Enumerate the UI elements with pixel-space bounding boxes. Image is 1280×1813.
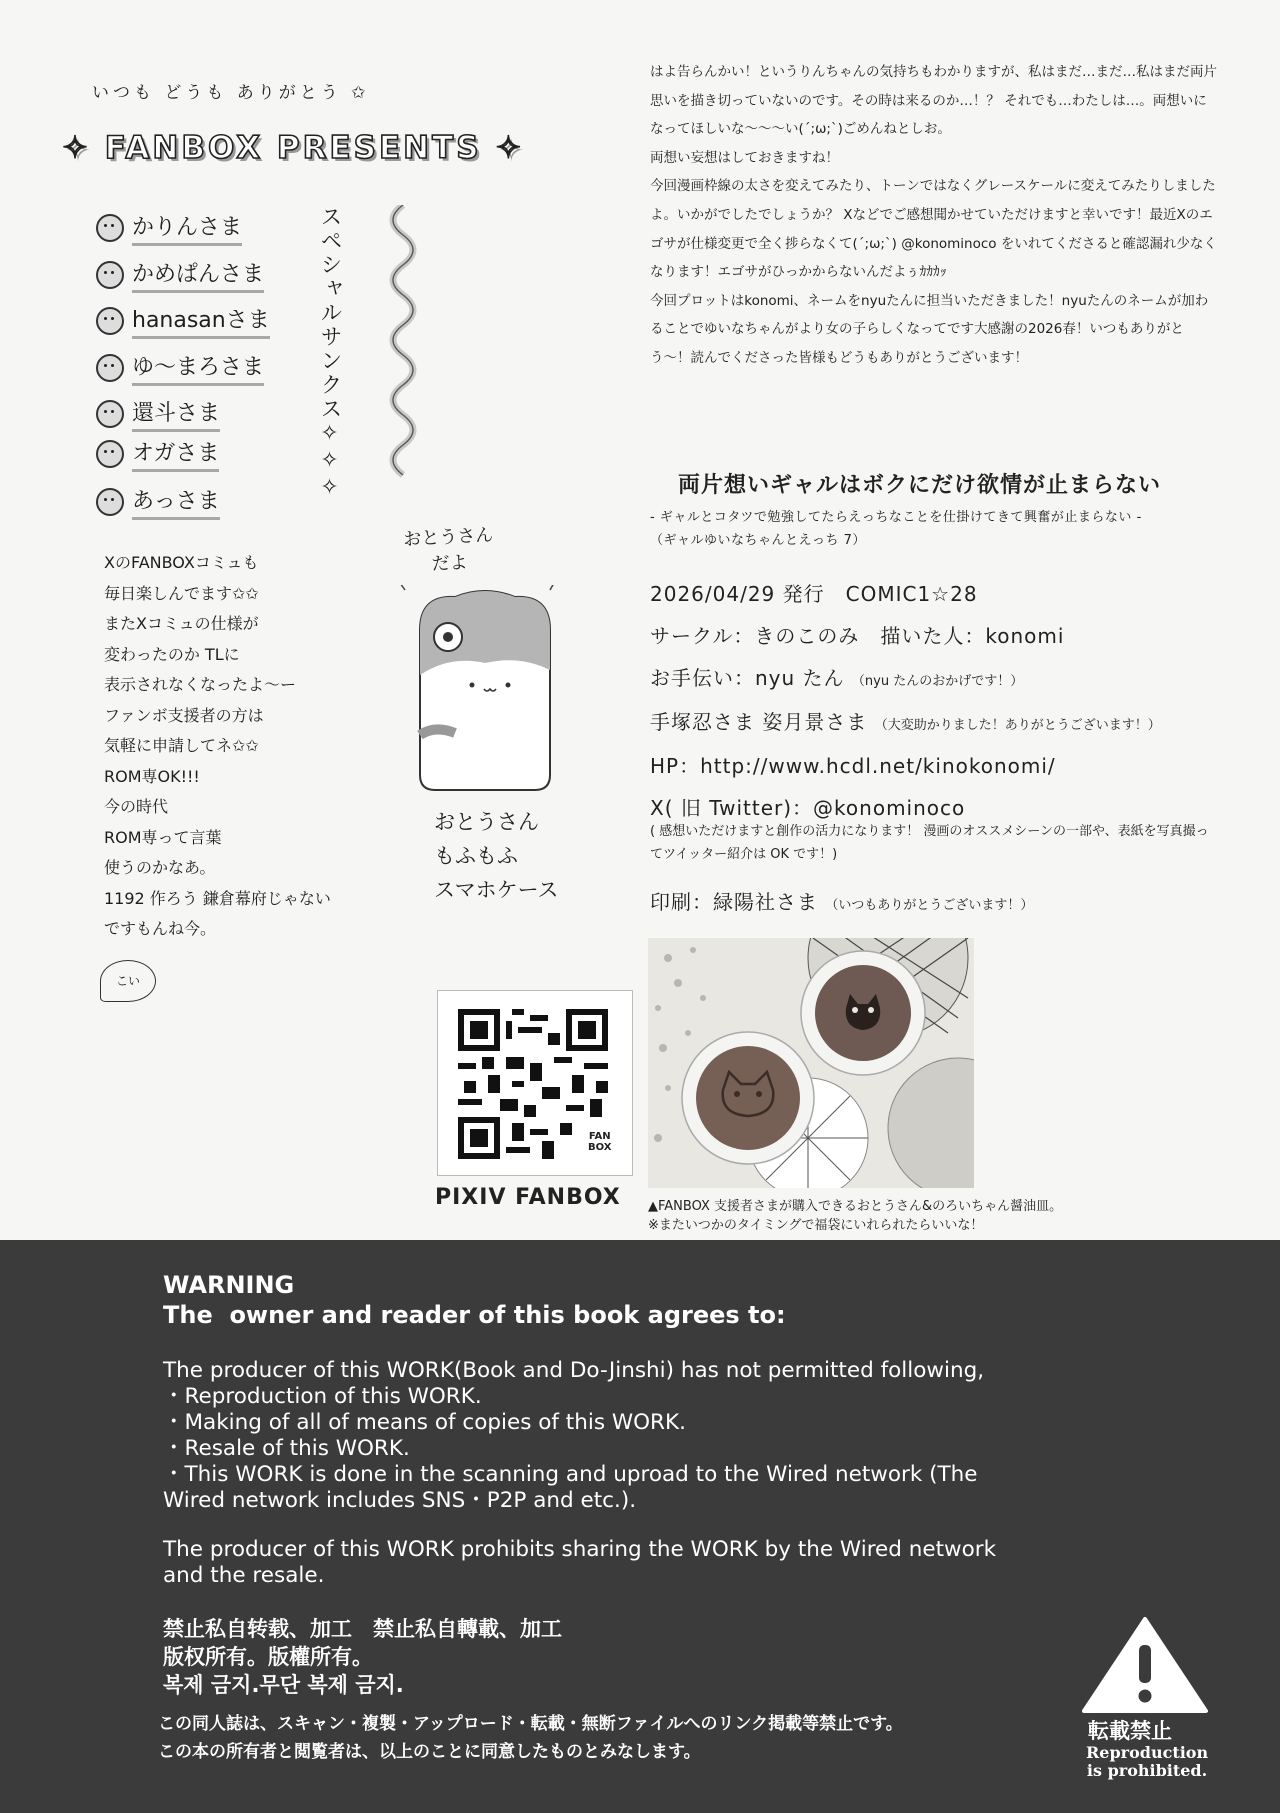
warning-body-2: The producer of this WORK prohibits sharing the WORK by the Wired network and the resale. xyxy=(163,1537,997,1588)
x-note: ( 感想いただけますと創作の活力になります！ 漫画のオススメシーンの一部や、表紙を写真撮ってツイッター紹介は OK です！) xyxy=(650,824,1209,862)
fanbox-presents-title: ✧ FANBOX PRESENTS ✧ xyxy=(62,130,525,166)
supporter-item: hanasanさま xyxy=(96,303,270,339)
release-info: 2026/04/29 発行 COMIC1☆28 xyxy=(650,582,978,606)
thanks-note: （大変助かりました！ありがとうございます！） xyxy=(874,718,1161,733)
supporter-item: かりんさま xyxy=(96,210,242,246)
afterword-paragraph: 両想い妄想はしておきますね！ xyxy=(650,149,839,166)
afterword-paragraph: 今回プロットはkonomi、ネームをnyuたんに担当いただきました！nyuたんのネームが加わることでゆいなちゃんがより女の子らしくなってです大感謝の2026春！いつもありがとう〜！読んでくださった皆様もどうもありがとうございます！ xyxy=(650,292,1209,366)
greeting-text: いつも どうも ありがとう ✩ xyxy=(92,83,370,103)
supporter-item: ゆ〜まろさま xyxy=(96,350,264,386)
face-icon xyxy=(96,261,124,289)
warning-japanese-text: この同人誌は、スキャン・複製・アップロード・転載・無断ファイルへのリンク掲載等禁止です。 この本の所有者と閲覧者は、以上のことに同意したものとみなします。 xyxy=(158,1714,903,1762)
face-icon xyxy=(96,400,124,428)
special-thanks-vertical: スペシャルサンクス✧✧✧ xyxy=(317,205,342,502)
fanbox-mini-logo: FAN BOX xyxy=(588,1131,612,1153)
afterword-paragraph: 今回漫画枠線の太さを変えてみたり、トーンではなくグレースケールに変えてみたりしましたよ。いかがでしたでしょうか？ Xなどでご感想聞かせていただけますと幸いです！最近Xのエゴサが仕様変更で全く捗らなくて(´;ω;`) @konominoco をいれてくださると確認漏れ少なくなります！エゴサがひっかからないんだよぅｶｶｶｯ xyxy=(650,178,1217,281)
fanbox-qr-code[interactable] xyxy=(437,990,633,1176)
warning-triangle-icon xyxy=(1080,1615,1210,1715)
supporter-item: オガさま xyxy=(96,436,219,472)
plates-illustration xyxy=(648,938,974,1188)
wavy-line-decoration xyxy=(378,205,428,495)
supporter-item: かめぱんさま xyxy=(96,257,264,293)
warning-panel xyxy=(0,1240,1280,1813)
afterword-text xyxy=(650,58,1220,373)
warning-title: WARNING The owner and reader of this book agrees to: xyxy=(163,1271,786,1329)
pixiv-fanbox-logo: PIXIV FANBOX xyxy=(435,1185,621,1210)
book-subtitle: - ギャルとコタツで勉強してたらえっちなことを仕掛けてきて興奮が止まらない - xyxy=(650,510,1142,525)
koi-speech-bubble: こい xyxy=(100,960,156,1002)
photo-caption-note: ※またいつかのタイミングで福袋にいれられたらいいな！ xyxy=(648,1218,984,1233)
helper-info: お手伝い：nyu たん （nyu たんのおかげです！） xyxy=(650,666,1024,690)
reproduction-prohibited-en: Reproduction is prohibited. xyxy=(1086,1743,1209,1780)
thanks-info: 手塚忍さま 姿月景さま （大変助かりました！ありがとうございます！） xyxy=(650,710,1161,734)
handwritten-notes: XのFANBOXコミュも 毎日楽しんでます✩✩ またXコミュの仕様が 変わったのか TLに 表示されなくなったよ〜ー ファンボ支援者の方は 気軽に申請してネ✩✩ ROM専OK!!! 今の時代 ROM専って言葉 使うのかなあ。 1192 作ろう 鎌倉幕府じゃない ですもんね今。 xyxy=(104,553,331,938)
warning-body: The producer of this WORK(Book and Do-Jinshi) has not permitted following, ・Reproduction of this WORK. ・Making of all of means of copies of this WORK. ・Resale of this WORK. ・This WORK is done in the scanning and uproad to the Wired network (The Wired network includes SNS・P2P and etc.). xyxy=(163,1358,985,1513)
book-series-note: （ギャルゆいなちゃんとえっち 7） xyxy=(650,533,866,548)
supporter-item: あっさま xyxy=(96,484,220,520)
reproduction-prohibited-jp: 転載禁止 xyxy=(1088,1719,1172,1743)
homepage-link[interactable]: HP：http://www.hcdl.net/kinokonomi/ xyxy=(650,754,1056,778)
face-icon xyxy=(96,488,124,516)
cat-label: おとうさん だよ xyxy=(402,524,494,575)
afterword-paragraph: はよ告らんかい！というりんちゃんの気持ちもわかりますが、私はまだ…まだ…私はまだ両片思いを描き切っていないのです。その時は来るのか…！？ それでも…わたしは…。両想いになってほしいな〜〜〜い(´;ω;`)ごめんねとしお。 xyxy=(650,64,1217,138)
phone-case-label: おとうさん もふもふ スマホケース xyxy=(434,810,559,902)
supporter-item: 還斗さま xyxy=(96,396,220,432)
face-icon xyxy=(96,354,124,382)
helper-note: （nyu たんのおかげです！） xyxy=(851,674,1024,689)
face-icon xyxy=(96,307,124,335)
face-icon xyxy=(96,214,124,242)
face-icon xyxy=(96,440,124,468)
printer-info: 印刷：緑陽社さま （いつもありがとうございます！） xyxy=(650,890,1034,914)
soy-dish-photo xyxy=(648,938,974,1188)
warning-cjk-text: 禁止私自转载、加工 禁止私自轉載、加工 版权所有。版權所有。 복제 금지.무단 복제 금지. xyxy=(163,1617,562,1697)
circle-info: サークル：きのこのみ 描いた人：konomi xyxy=(650,624,1065,648)
x-account-link[interactable]: X( 旧 Twitter)：@konominoco xyxy=(650,796,966,820)
book-title: 両片想いギャルはボクにだけ欲情が止まらない xyxy=(678,473,1162,498)
printer-note: （いつもありがとうございます！） xyxy=(825,898,1034,913)
cat-phone-case-illustration xyxy=(400,585,570,795)
qr-code-icon xyxy=(458,1009,608,1159)
photo-caption: ▲FANBOX 支援者さまが購入できるおとうさん&のろいちゃん醤油皿。 xyxy=(648,1199,1063,1214)
